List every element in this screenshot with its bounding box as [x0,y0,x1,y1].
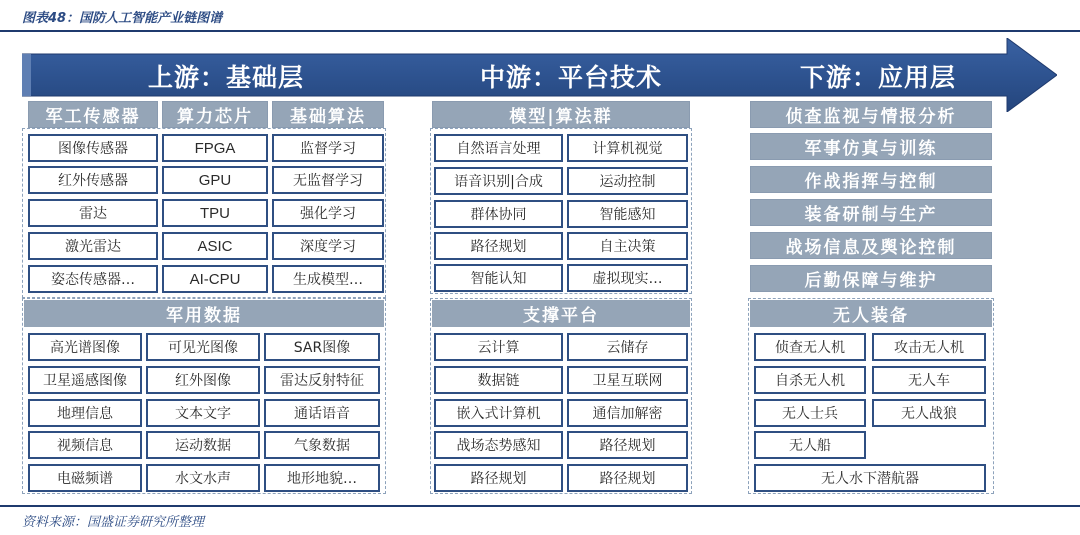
data-cell: 高光谱图像 [28,333,142,361]
equipment-cell: 无人船 [754,431,866,459]
group-header-models: 模型|算法群 [432,101,690,128]
equipment-cell: 自杀无人机 [754,366,866,394]
platform-cell: 数据链 [434,366,563,394]
data-cell: 卫星遥感图像 [28,366,142,394]
data-cell: 雷达反射特征 [264,366,380,394]
application-item: 装备研制与生产 [750,199,992,226]
platform-cell: 卫星互联网 [567,366,688,394]
group-header-sensors: 军工传感器 [28,101,158,128]
data-cell: 电磁频谱 [28,464,142,492]
application-item: 战场信息及舆论控制 [750,232,992,259]
chip-cell: ASIC [162,232,268,260]
sensor-cell: 雷达 [28,199,158,227]
platform-cell: 云计算 [434,333,563,361]
sensor-cell: 红外传感器 [28,166,158,194]
chip-cell: TPU [162,199,268,227]
group-header-military-data: 军用数据 [24,300,384,327]
data-cell: 可见光图像 [146,333,260,361]
data-cell: 运动数据 [146,431,260,459]
platform-cell: 路径规划 [567,464,688,492]
model-cell: 智能感知 [567,200,688,228]
algorithm-cell: 无监督学习 [272,166,384,194]
platform-cell: 战场态势感知 [434,431,563,459]
model-cell: 群体协同 [434,200,563,228]
model-cell: 智能认知 [434,264,563,292]
platform-cell: 路径规划 [567,431,688,459]
data-cell: 地形地貌… [264,464,380,492]
arrow-label-upstream: 上游：基础层 [148,63,305,92]
application-item: 侦查监视与情报分析 [750,101,992,128]
platform-cell: 云储存 [567,333,688,361]
group-header-chips: 算力芯片 [162,101,268,128]
arrow-label-downstream: 下游：应用层 [800,63,957,92]
model-cell: 自然语言处理 [434,134,563,162]
top-divider [0,30,1080,32]
model-cell: 语音识别|合成 [434,167,563,195]
data-cell: 红外图像 [146,366,260,394]
sensor-cell: 姿态传感器… [28,265,158,293]
sensor-cell: 图像传感器 [28,134,158,162]
arrow-label-midstream: 中游：平台技术 [480,63,663,92]
source-note: 资料来源：国盛证券研究所整理 [22,515,205,530]
data-cell: 文本文字 [146,399,260,427]
application-item: 作战指挥与控制 [750,166,992,193]
model-cell: 路径规划 [434,232,563,260]
equipment-cell: 无人士兵 [754,399,866,427]
arrow-left-edge [22,54,31,96]
group-header-algorithms: 基础算法 [272,101,384,128]
algorithm-cell: 深度学习 [272,232,384,260]
model-cell: 运动控制 [567,167,688,195]
equipment-cell: 侦查无人机 [754,333,866,361]
platform-cell: 通信加解密 [567,399,688,427]
chip-cell: GPU [162,166,268,194]
bottom-divider [0,505,1080,507]
model-cell: 计算机视觉 [567,134,688,162]
group-header-equipment: 无人装备 [750,300,992,327]
equipment-cell: 无人战狼 [872,399,986,427]
model-cell: 虚拟现实… [567,264,688,292]
platform-cell: 路径规划 [434,464,563,492]
data-cell: 地理信息 [28,399,142,427]
data-cell: SAR图像 [264,333,380,361]
equipment-cell: 攻击无人机 [872,333,986,361]
algorithm-cell: 生成模型… [272,265,384,293]
algorithm-cell: 监督学习 [272,134,384,162]
data-cell: 水文水声 [146,464,260,492]
figure-title: 图表48：国防人工智能产业链图谱 [22,11,223,26]
data-cell: 气象数据 [264,431,380,459]
equipment-cell: 无人车 [872,366,986,394]
chip-cell: AI-CPU [162,265,268,293]
algorithm-cell: 强化学习 [272,199,384,227]
application-item: 军事仿真与训练 [750,133,992,160]
sensor-cell: 激光雷达 [28,232,158,260]
platform-cell: 嵌入式计算机 [434,399,563,427]
group-header-platform: 支撑平台 [432,300,690,327]
data-cell: 视频信息 [28,431,142,459]
data-cell: 通话语音 [264,399,380,427]
application-item: 后勤保障与维护 [750,265,992,292]
equipment-cell-wide: 无人水下潜航器 [754,464,986,492]
chip-cell: FPGA [162,134,268,162]
model-cell: 自主决策 [567,232,688,260]
